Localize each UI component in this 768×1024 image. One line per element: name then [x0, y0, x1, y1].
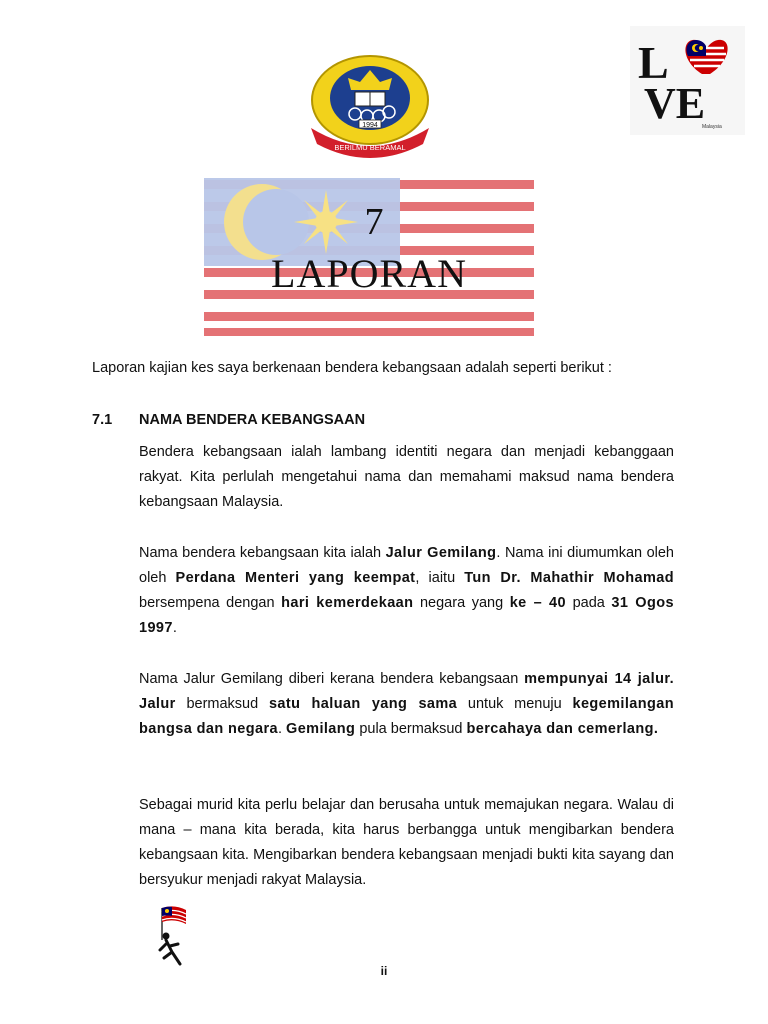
- runner-with-flag-icon: [148, 900, 194, 972]
- page-number: ii: [380, 964, 388, 978]
- p3-text: untuk menuju: [457, 696, 573, 712]
- p3-bold: satu haluan yang sama: [268, 696, 458, 712]
- intro-text: Laporan kajian kes saya berkenaan bendera kebangsaan adalah seperti berikut :: [92, 360, 612, 376]
- p2-text: . Nama ini diumumkan oleh oleh: [139, 545, 674, 586]
- p2-bold: ke – 40: [509, 595, 566, 611]
- p3-text: .: [277, 721, 287, 737]
- paragraph-2: [139, 541, 674, 641]
- p2-text: , iaitu: [415, 570, 465, 586]
- school-logo: [305, 54, 435, 160]
- p2-text: negara yang: [413, 595, 510, 611]
- p3-bold: bercahaya dan cemerlang.: [466, 721, 659, 737]
- p2-text: bersempena dengan: [139, 595, 282, 611]
- paragraph-1: Bendera kebangsaan ialah lambang identiti negara dan menjadi kebanggaan rakyat. Kita perlulah mengetahui nama dan memahami maksud nama bendera kebangsaan Malaysia.: [139, 444, 674, 510]
- p2-bold: Jalur Gemilang: [385, 545, 497, 561]
- p3-text: pula bermaksud: [355, 721, 467, 737]
- p3-bold: mempunyai 14 jalur. Jalur: [139, 671, 674, 712]
- chapter-banner: [204, 178, 534, 338]
- crest-year: 1994: [362, 122, 378, 129]
- p3-text: bermaksud: [175, 696, 269, 712]
- section-number: 7.1: [92, 412, 113, 428]
- love-caption: Malaysia: [702, 124, 722, 130]
- p3-text: Nama Jalur Gemilang diberi kerana bendera kebangsaan: [139, 671, 525, 687]
- love-letter-l: L: [638, 37, 669, 88]
- p3-bold: kegemilangan bangsa dan negara: [139, 696, 674, 737]
- love-malaysia-badge: [630, 26, 745, 135]
- p2-bold: Tun Dr. Mahathir Mohamad: [464, 570, 674, 586]
- love-letters-ve: VE: [644, 79, 706, 128]
- p2-text: .: [172, 620, 177, 636]
- paragraph-4: Sebagai murid kita perlu belajar dan berusaha untuk memajukan negara. Walau di mana – mana kita berada, kita harus berbangga untuk mengibarkan bendera kebangsaan kita. Mengibarkan bendera kebangsaan menjadi bukti kita sayang dan bersyukur menjadi rakyat Malaysia.: [139, 797, 674, 888]
- p3-bold: Gemilang: [286, 721, 356, 737]
- p2-text: pada: [566, 595, 612, 611]
- malaysia-heart-icon: [685, 40, 727, 74]
- crest-ribbon: BERILMU BERAMAL: [334, 143, 406, 152]
- school-crest-icon: [305, 54, 435, 160]
- p2-bold: hari kemerdekaan: [281, 595, 414, 611]
- chapter-number: 7: [364, 201, 384, 243]
- p2-bold: 31 Ogos 1997: [139, 595, 674, 636]
- paragraph-3: [139, 667, 674, 742]
- chapter-title: LAPORAN: [271, 251, 467, 296]
- section-title: NAMA BENDERA KEBANGSAAN: [139, 412, 366, 428]
- p2-text: Nama bendera kebangsaan kita ialah: [139, 545, 386, 561]
- p2-bold: Perdana Menteri yang keempat: [175, 570, 416, 586]
